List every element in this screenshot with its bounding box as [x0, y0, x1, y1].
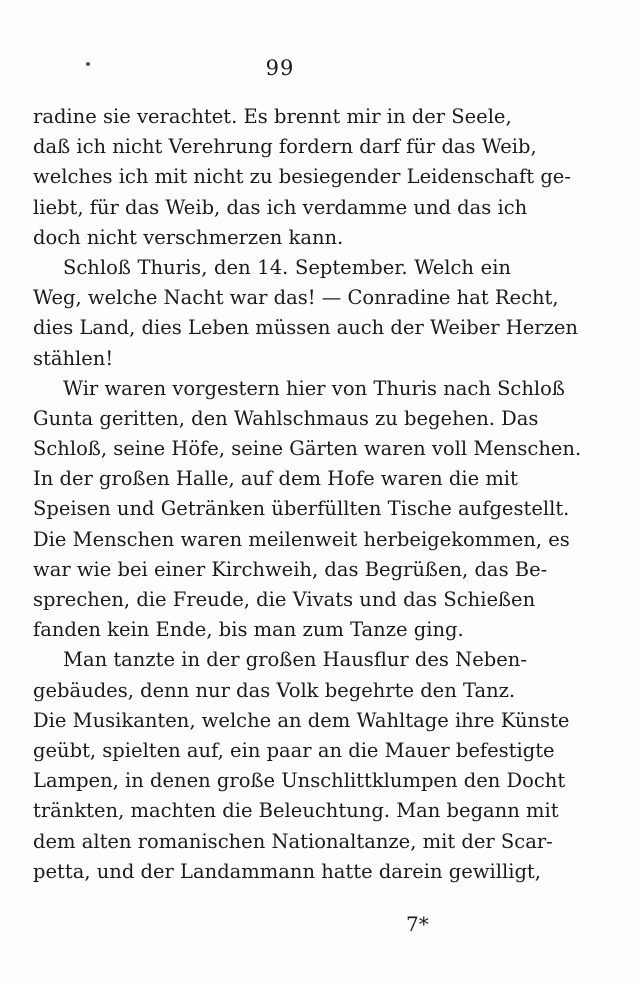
text-line: Man tanzte in der großen Hausflur des Neben- — [63, 648, 527, 672]
text-line: geübt, spielten auf, ein paar an die Mauer befestigte — [33, 738, 555, 762]
text-line: In der großen Halle, auf dem Hofe waren die mit — [33, 467, 518, 491]
text-line: Die Musikanten, welche an dem Wahltage ihre Künste — [33, 708, 570, 732]
text-line: petta, und der Landammann hatte darein gewilligt, — [33, 859, 541, 883]
text-line: welches ich mit nicht zu besiegender Leidenschaft ge- — [33, 165, 571, 189]
text-line: war wie bei einer Kirchweih, das Begrüßen, das Be- — [33, 557, 548, 581]
text-line: Speisen und Getränken überfüllten Tische aufgestellt. — [33, 497, 570, 521]
text-line: Lampen, in denen große Unschlittklumpen den Docht — [33, 769, 566, 793]
text-line: daß ich nicht Verehrung fordern darf für das Weib, — [33, 135, 537, 159]
text-line: liebt, für das Weib, das ich verdamme und das ich — [33, 195, 528, 219]
text-line: Weg, welche Nacht war das! — Conradine hat Recht, — [33, 286, 559, 310]
text-line: doch nicht verschmerzen kann. — [33, 225, 344, 249]
text-line: dies Land, dies Leben müssen auch der Weiber Herzen — [33, 316, 578, 340]
page-number: 99 — [265, 56, 295, 80]
text-line: sprechen, die Freude, die Vivats und das Schießen — [33, 588, 536, 611]
text-line: stählen! — [33, 346, 114, 370]
text-line: Die Menschen waren meilenweit herbeigekommen, es — [33, 527, 570, 551]
text-line: Schloß Thuris, den 14. September. Welch ein — [63, 255, 511, 279]
text-line: dem alten romanischen Nationaltanze, mit der Scar- — [33, 829, 553, 853]
text-line: tränkten, machten die Beleuchtung. Man begann mit — [33, 799, 559, 823]
text-line: Schloß, seine Höfe, seine Gärten waren voll Menschen. — [33, 437, 582, 461]
text-line: Wir waren vorgestern hier von Thuris nach Schloß — [63, 376, 565, 400]
body-text — [33, 102, 582, 887]
text-line: fanden kein Ende, bis man zum Tanze ging. — [33, 618, 464, 642]
text-line: radine sie verachtet. Es brennt mir in der Seele, — [33, 105, 512, 128]
signature-mark: 7* — [406, 912, 429, 936]
text-line: Gunta geritten, den Wahlschmaus zu begehen. Das — [33, 406, 539, 430]
text-line: gebäudes, denn nur das Volk begehrte den Tanz. — [33, 678, 516, 702]
